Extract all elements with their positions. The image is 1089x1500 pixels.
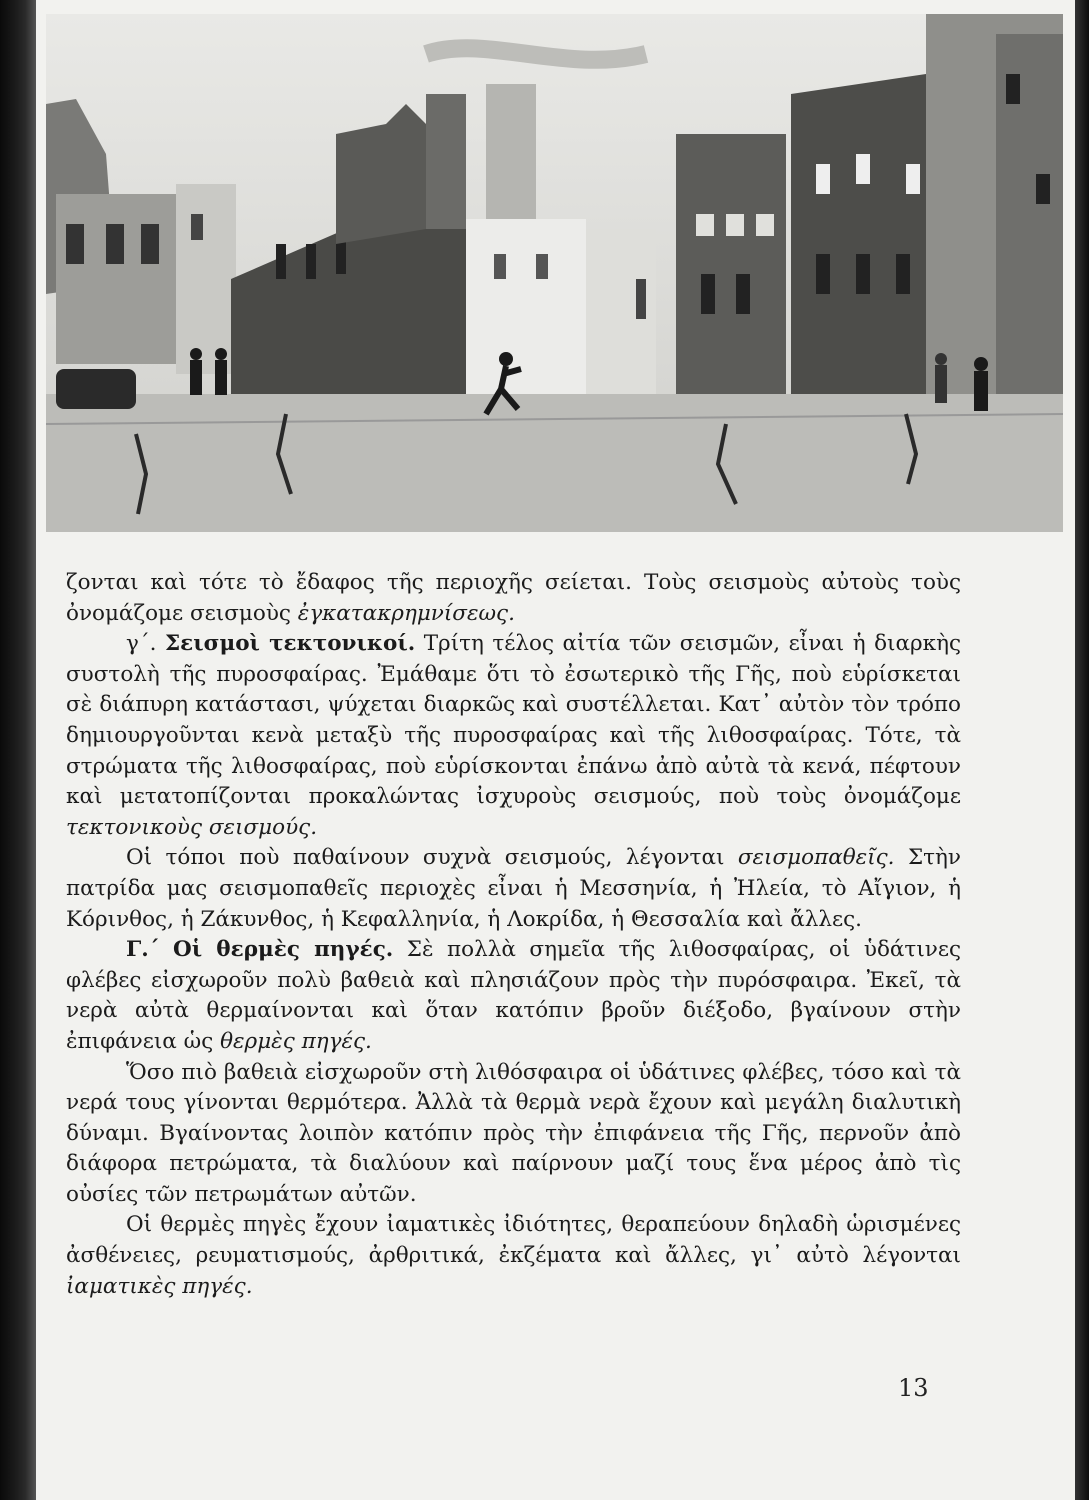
heading-tectonic-earthquakes: Σεισμοὶ τεκτονικοί. — [164, 631, 416, 657]
paragraph-6 — [66, 1210, 961, 1302]
paragraph-3-text: Οἱ τόποι ποὺ παθαίνουν συχνὰ σεισμούς, λέγονται — [126, 845, 738, 871]
term-seismopatheis: σεισμοπαθεῖς. — [737, 845, 895, 871]
paragraph-4 — [66, 935, 961, 1057]
binding-shadow — [0, 0, 36, 1500]
paragraph-5-text: Ὅσο πιὸ βαθειὰ εἰσχωροῦν στὴ λιθόσφαιρα οἱ ὑδάτινες φλέβες, τόσο καὶ τὰ νερά τους γίνονται θερμότερα. Ἀλλὰ τὰ θερμὰ νερὰ ἔχουν καὶ μεγάλη διαλυτικὴ δύναμι. Βγαίνοντας λοιπὸν κατόπιν πρὸς τὴν ἐπιφάνεια τῆς Γῆς, περνοῦν ἀπὸ διάφορα πετρώματα, τὰ διαλύουν καὶ παίρνουν μαζί τους ἕνα μέρος ἀπὸ τὶς οὐσίες τῶν πετρωμάτων αὐτῶν. — [66, 1059, 961, 1207]
heading-hot-springs: Οἱ θερμὲς πηγές. — [173, 937, 394, 963]
paragraph-1-text: ζονται καὶ τότε τὸ ἔδαφος τῆς περιοχῆς σείεται. Τοὺς σεισμοὺς αὐτοὺς τοὺς ὀνομάζομε σεισμοὺς — [66, 570, 961, 626]
term-tectonic: τεκτονικοὺς σεισμούς. — [66, 814, 318, 840]
section-marker-c: γ΄. — [126, 631, 157, 657]
paragraph-3 — [66, 843, 961, 935]
paragraph-6-text: Οἱ θερμὲς πηγὲς ἔχουν ἰαματικὲς ἰδιότητες, θεραπεύουν δηλαδὴ ὡρισμένες ἀσθένειες, ρευματισμούς, ἀρθριτικά, ἐκζέματα καὶ ἄλλες, γι᾽ αὐτὸ λέγονται — [66, 1212, 961, 1269]
earthquake-illustration — [46, 14, 1063, 532]
term-healing-springs: ἰαματικὲς πηγές. — [66, 1273, 253, 1299]
book-page — [36, 0, 1075, 1500]
paragraph-2 — [66, 629, 961, 843]
section-marker-C: Γ.΄ — [126, 937, 160, 963]
body-text — [66, 568, 961, 1302]
page-number: 13 — [898, 1374, 929, 1402]
paragraph-1 — [66, 568, 961, 629]
page-edge-shadow — [1075, 0, 1089, 1500]
paragraph-5 — [66, 1058, 961, 1211]
paragraph-3-text-b: Στὴν πατρίδα μας σεισμοπαθεῖς περιοχὲς εἶναι ἡ Μεσσηνία, ἡ Ἠλεία, τὸ Αἴγιον, ἡ Κόρινθος, ἡ Ζάκυνθος, ἡ Κεφαλληνία, ἡ Λοκρίδα, ἡ Θεσσαλία καὶ ἄλλες. — [66, 845, 961, 932]
paragraph-2-text: Τρίτη τέλος αἰτία τῶν σεισμῶν, εἶναι ἡ διαρκὴς συστολὴ τῆς πυροσφαίρας. Ἐμάθαμε ὅτι τὸ ἐσωτερικὸ τῆς Γῆς, ποὺ εὑρίσκεται σὲ διάπυρη κατάστασι, ψύχεται διαρκῶς καὶ συστέλλεται. Κατ᾽ αὐτὸν τὸν τρόπο δημιουργοῦνται κενὰ μεταξὺ τῆς πυροσφαίρας καὶ τῆς λιθοσφαίρας. Τότε, τὰ στρώματα τῆς λιθοσφαίρας, ποὺ εὑρίσκονται ἐπάνω ἀπὸ αὐτὰ τὰ κενά, πέφτουν καὶ μετατοπίζονται προκαλώντας ἰσχυροὺς σεισμούς, ποὺ τοὺς ὀνομάζομε — [66, 631, 961, 810]
term-hot-springs: θερμὲς πηγές. — [220, 1028, 372, 1054]
paragraph-4-text: Σὲ πολλὰ σημεῖα τῆς λιθοσφαίρας, οἱ ὑδάτινες φλέβες εἰσχωροῦν πολὺ βαθειὰ καὶ πλησιάζουν πρὸς τὴν πυρόσφαιρα. Ἐκεῖ, τὰ νερὰ αὐτὰ θερμαίνονται καὶ ὅταν κατόπιν βροῦν διέξοδο, βγαίνουν στὴν ἐπιφάνεια ὡς — [66, 937, 961, 1054]
term-egkatakrimnisis: ἐγκατακρημνίσεως. — [297, 600, 515, 626]
